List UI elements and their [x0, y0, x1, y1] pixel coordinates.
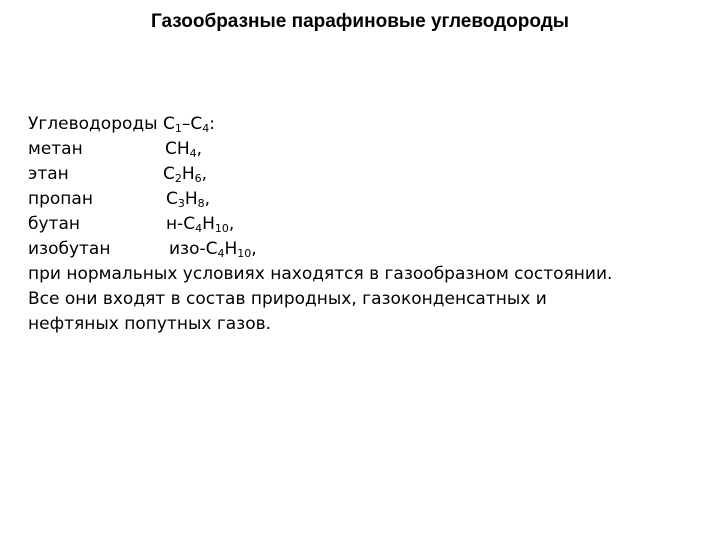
compound-name: бутан — [28, 214, 80, 234]
compound-name: изобутан — [28, 239, 111, 259]
paragraph — [28, 262, 698, 337]
compound-row — [28, 162, 698, 187]
compound-row — [28, 212, 698, 237]
slide-body — [28, 112, 698, 337]
compound-formula — [166, 212, 234, 237]
compound-name: метан — [28, 139, 83, 159]
compound-formula — [163, 162, 207, 187]
formula-subscript: 10 — [214, 222, 229, 235]
formula-subscript: 4 — [195, 222, 203, 235]
compound-row — [28, 237, 698, 262]
formula-text: н-С — [166, 214, 196, 234]
formula-text: , — [201, 164, 208, 184]
formula-subscript: 10 — [237, 247, 252, 260]
formula-subscript: 4 — [217, 247, 225, 260]
heading-suffix: : — [209, 114, 215, 134]
formula-text: , — [251, 239, 257, 259]
slide-title: Газообразные парафиновые углеводороды — [150, 11, 570, 32]
formula-text: Н — [202, 214, 215, 234]
formula-subscript: 4 — [189, 147, 197, 160]
formula-text: , — [204, 189, 211, 209]
paragraph-line-1: при нормальных условиях находятся в газообразном состоянии. — [28, 264, 613, 284]
formula-subscript: 6 — [194, 172, 202, 185]
formula-text: , — [196, 139, 203, 159]
compound-name: пропан — [28, 189, 93, 209]
formula-subscript: 2 — [174, 172, 182, 185]
compound-formula — [166, 187, 210, 212]
formula-subscript: 3 — [177, 197, 185, 210]
formula-text: Н — [224, 239, 238, 259]
compound-row — [28, 137, 698, 162]
compound-row — [28, 187, 698, 212]
formula-text: С — [166, 189, 178, 209]
paragraph-line-3: нефтяных попутных газов. — [28, 314, 272, 334]
compound-formula — [169, 237, 257, 262]
heading-prefix: Углеводороды С — [28, 114, 175, 134]
formula-text: Н — [184, 189, 198, 209]
formula-text: С — [163, 164, 175, 184]
formula-subscript: 8 — [197, 197, 205, 210]
heading-sub-2: 4 — [202, 122, 210, 135]
formula-text: изо-С — [169, 239, 218, 259]
compound-list — [28, 137, 698, 262]
formula-text: СН — [165, 139, 190, 159]
heading-dash: –С — [181, 114, 203, 134]
compound-formula — [165, 137, 202, 162]
paragraph-line-2: Все они входят в состав природных, газоконденсатных и — [28, 289, 547, 309]
heading-line — [28, 112, 698, 137]
formula-text: Н — [181, 164, 195, 184]
compound-name: этан — [28, 164, 69, 184]
formula-text: , — [228, 214, 235, 234]
heading-sub-1: 1 — [174, 122, 182, 135]
